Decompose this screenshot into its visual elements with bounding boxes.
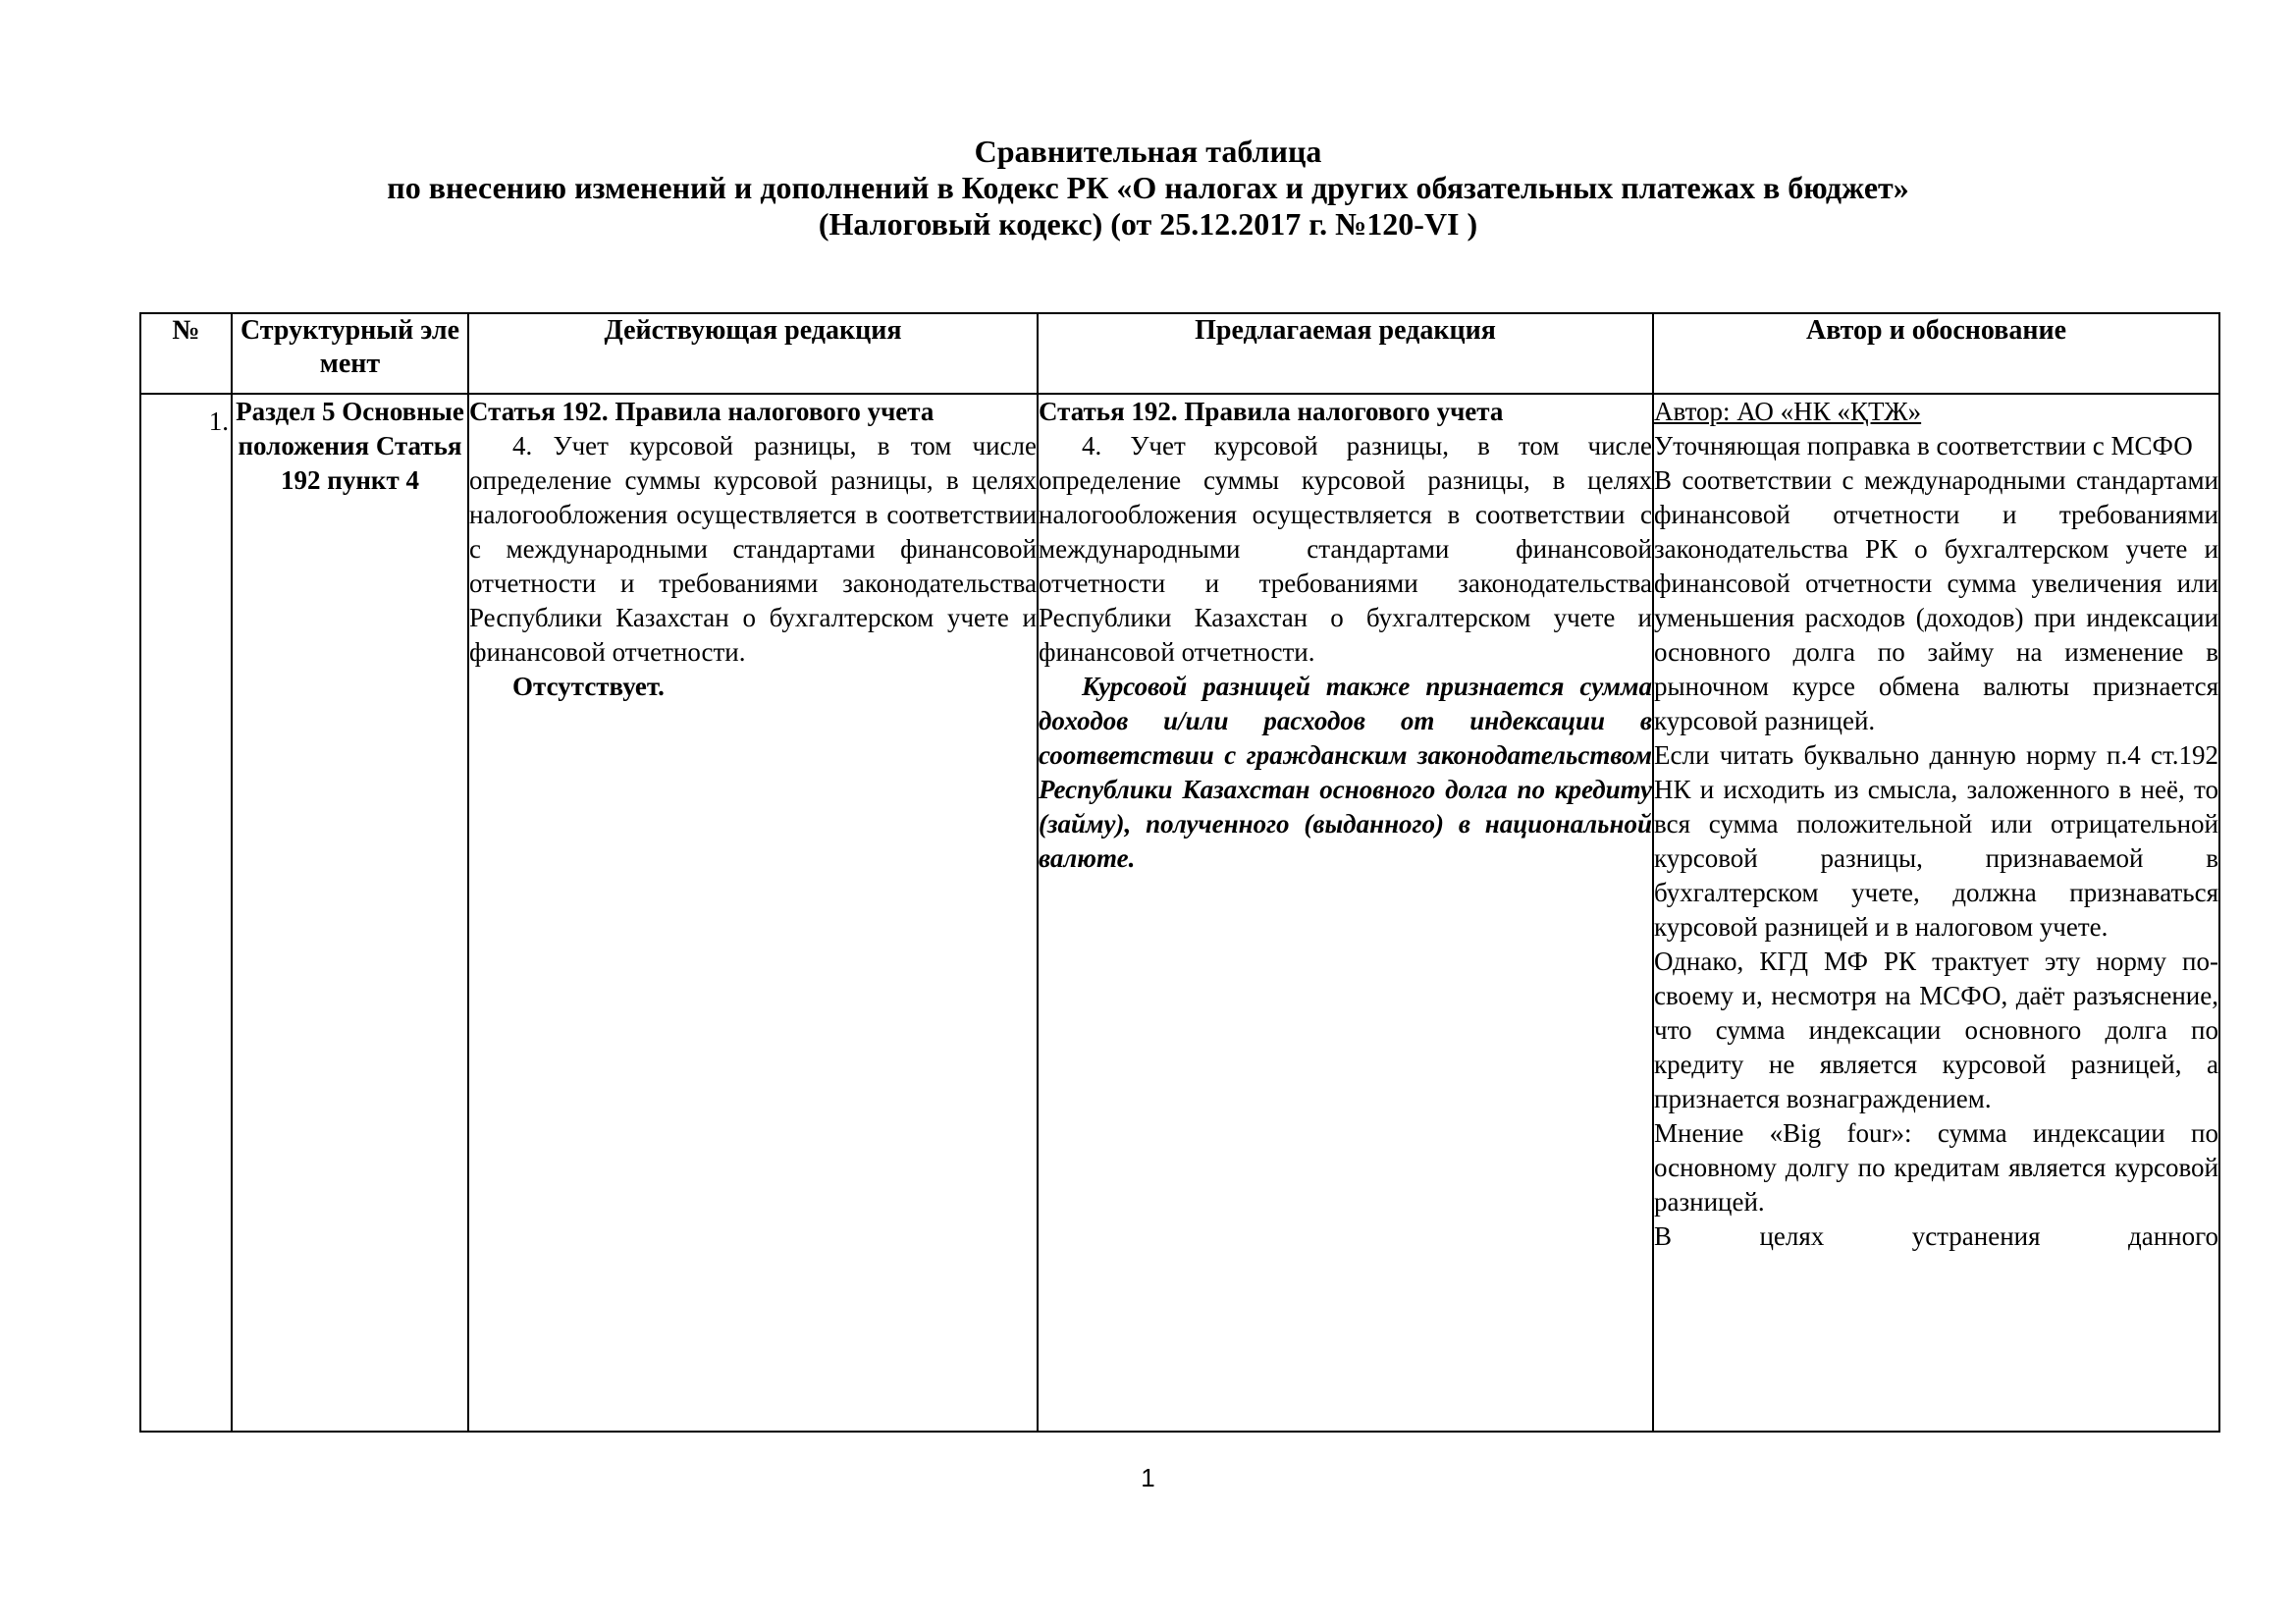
- proposed-text: 4. Учет курсовой разницы, в том числе определение суммы курсовой разницы, в целях налогообложения осуществляется в соответствии с международными стандартами финансовой отчетности и требованиями законодательства Республики Казахстан о бухгалтерском учете и финансовой отчетности.: [1039, 431, 1652, 667]
- author-paragraph-2: В соответствии с международными стандартами финансовой отчетности и требованиями законодательства РК о бухгалтерском учете и финансовой отчетности сумма увеличения или уменьшения расходов (доходов) при индексации основного долга по займу на изменение в рыночном курсе обмена валюты признается курсовой разницей.: [1654, 465, 2218, 735]
- title-line-2: по внесению изменений и дополнений в Кодекс РК «О налогах и других обязательных платежах в бюджет»: [387, 170, 1909, 205]
- title-line-1: Сравнительная таблица: [974, 134, 1322, 169]
- document-title: [0, 134, 2296, 243]
- author-paragraph-4: Однако, КГД МФ РК трактует эту норму по-своему и, несмотря на МСФО, даёт разъяснение, что сумма индексации основного долга по кредиту не является курсовой разницей, а признается вознаграждением.: [1654, 947, 2218, 1113]
- header-author: Автор и обоснование: [1653, 313, 2219, 394]
- header-proposed: Предлагаемая редакция: [1038, 313, 1653, 394]
- author-paragraph-3: Если читать буквально данную норму п.4 ст.192 НК и исходить из смысла, заложенного в неё, то вся сумма положительной или отрицательной курсовой разницы, признаваемой в бухгалтерском учете, должна признаваться курсовой разницей и в налоговом учете.: [1654, 740, 2218, 942]
- author-paragraph-5: Мнение «Big four»: сумма индексации по основному долгу по кредитам является курсовой разницей.: [1654, 1118, 2218, 1217]
- current-absent: Отсутствует.: [512, 672, 665, 701]
- header-current: Действующая редакция: [468, 313, 1038, 394]
- author-line: Автор: АО «НК «ҚТЖ»: [1654, 397, 1922, 426]
- current-heading: Статья 192. Правила налогового учета: [469, 397, 934, 426]
- current-version-cell: [468, 394, 1038, 1432]
- author-cell: [1653, 394, 2219, 1432]
- comparison-table: [139, 312, 2220, 1433]
- proposed-version-cell: [1038, 394, 1653, 1432]
- table-row: [140, 394, 2219, 1432]
- current-text: 4. Учет курсовой разницы, в том числе определение суммы курсовой разницы, в целях налогообложения осуществляется в соответствии с международными стандартами финансовой отчетности и требованиями законодательства Республики Казахстан о бухгалтерском учете и финансовой отчетности.: [469, 431, 1037, 667]
- author-paragraph-1: Уточняющая поправка в соответствии с МСФО: [1654, 431, 2193, 460]
- proposed-addition: Курсовой разницей также признается сумма доходов и/или расходов от индексации в соответствии с гражданским законодательством Республики Казахстан основного долга по кредиту (займу), полученного (выданного) в национальной валюте.: [1039, 672, 1652, 873]
- header-element: Структурный элемент: [232, 313, 468, 394]
- title-line-3: (Налоговый кодекс) (от 25.12.2017 г. №120-VI ): [818, 206, 1478, 242]
- structural-element: Раздел 5 Основные положения Статья 192 пункт 4: [232, 394, 468, 1432]
- proposed-heading: Статья 192. Правила налогового учета: [1039, 397, 1504, 426]
- page-number: 1: [1141, 1463, 1155, 1492]
- header-num: №: [140, 313, 232, 394]
- author-paragraph-6: В целях устранения данного: [1654, 1221, 2218, 1251]
- table-header-row: [140, 313, 2219, 394]
- row-number: 1.: [140, 394, 232, 1432]
